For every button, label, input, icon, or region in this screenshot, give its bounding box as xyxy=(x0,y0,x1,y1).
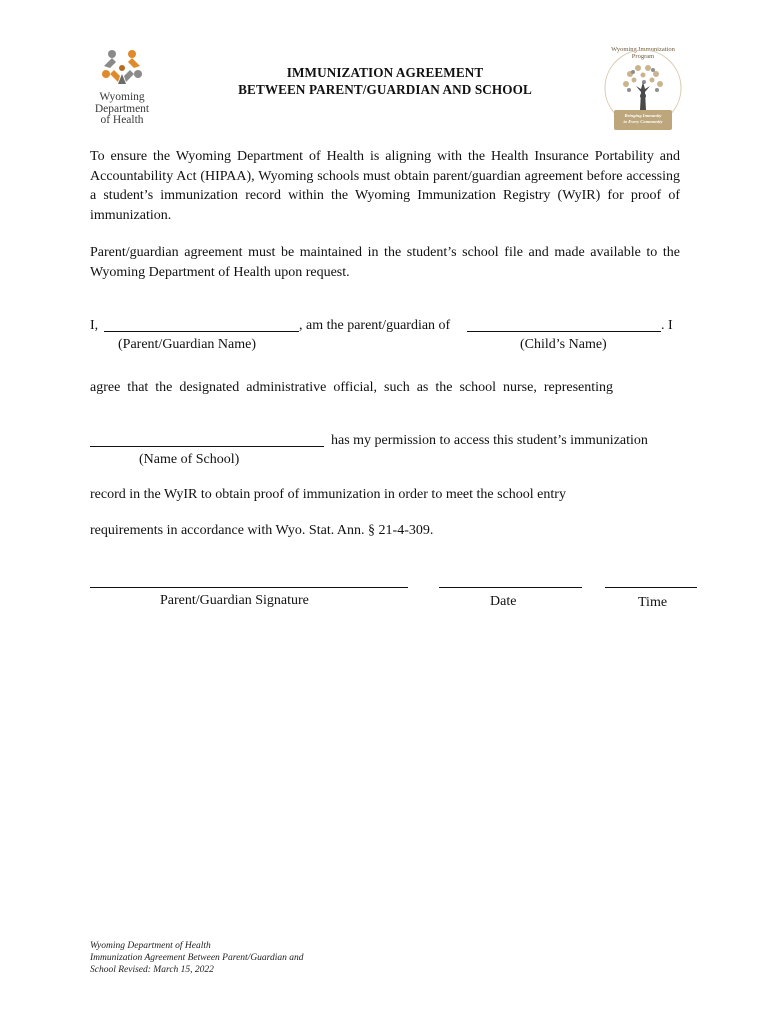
immunization-program-logo xyxy=(600,44,686,134)
wyoming-doh-logo xyxy=(86,46,158,132)
school-permission-text: has my permission to access this student’s immunization xyxy=(331,433,648,448)
requirements-line: requirements in accordance with Wyo. Stat. Ann. § 21-4-309. xyxy=(90,523,434,538)
parent-name-field[interactable] xyxy=(104,331,299,332)
parent-suffix: . I xyxy=(661,318,673,333)
signature-field[interactable] xyxy=(90,587,408,588)
agree-line: agree that the designated administrative official, such as the school nurse, representing xyxy=(90,380,614,395)
date-label: Date xyxy=(490,594,517,609)
record-line: record in the WyIR to obtain proof of immunization in order to meet the school entry xyxy=(90,487,566,502)
date-field[interactable] xyxy=(439,587,582,588)
footer-note xyxy=(90,940,304,976)
signature-label: Parent/Guardian Signature xyxy=(160,593,309,608)
title-line-1: IMMUNIZATION AGREEMENT xyxy=(286,65,484,80)
school-name-field[interactable] xyxy=(90,446,324,447)
time-field[interactable] xyxy=(605,587,697,588)
title-line-2: BETWEEN PARENT/GUARDIAN AND SCHOOL xyxy=(238,82,532,97)
file-maintenance-paragraph: Parent/guardian agreement must be maintained in the student’s school file and made available to the Wyoming Department of Health upon request. xyxy=(90,245,680,280)
time-label: Time xyxy=(638,595,668,610)
parent-prefix: I, xyxy=(90,318,99,333)
child-name-field[interactable] xyxy=(467,331,661,332)
footer-line-2: Immunization Agreement Between Parent/Guardian and xyxy=(90,953,304,963)
footer-line-3: School Revised: March 15, 2022 xyxy=(90,965,214,975)
footer-line-1: Wyoming Department of Health xyxy=(90,941,211,951)
document-title xyxy=(150,64,620,98)
school-name-label: (Name of School) xyxy=(139,452,240,467)
immunization-program-banner: Bringing Immunity to Every Community xyxy=(614,110,672,130)
child-name-label: (Child’s Name) xyxy=(520,337,607,352)
immunization-program-ring-text: Wyoming Immunization Program xyxy=(611,46,675,60)
parent-name-label: (Parent/Guardian Name) xyxy=(118,337,256,352)
wyoming-doh-wordmark: Wyoming Department of Health xyxy=(94,91,150,126)
hipaa-paragraph: To ensure the Wyoming Department of Health is aligning with the Health Insurance Portability and Accountability Act (HIPAA), Wyoming schools must obtain parent/guardian agreement before accessing a student’s immunization record within the Wyoming Immunization Registry (WyIR) for proof of immunization. xyxy=(90,149,680,223)
parent-middle-text: , am the parent/guardian of xyxy=(299,318,451,333)
wyoming-doh-figures-icon xyxy=(86,46,158,92)
